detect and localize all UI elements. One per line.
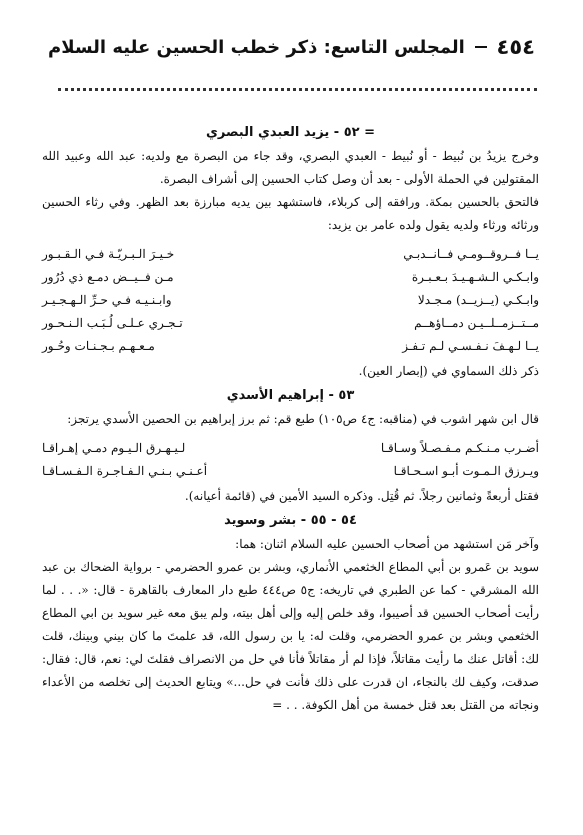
verse-first-hemistich: وابـكـي (يــزيــد) مـجـدلا: [417, 293, 539, 307]
verse-line: [42, 312, 539, 335]
paragraph: وآخر مَن استشهد من أصحاب الحسين عليه السلام اثنان: هما:: [235, 537, 539, 551]
verse-second-hemistich: وابـنـيـه فـي حـرِّ الـهـجـيـر: [42, 293, 172, 307]
verse-line: [42, 335, 539, 358]
section-heading-52: = ٥٢ - يزيد العبدي البصري: [205, 125, 375, 140]
paragraph: ذكر ذلك السماوي في (إبصار العين).: [358, 364, 539, 378]
verse-second-hemistich: مـن فــيــض دمـع ذي دُرُور: [42, 270, 174, 284]
verse-second-hemistich: خـيـرَ الـبـريّـة فـي الـقـبـور: [42, 247, 175, 261]
running-title: المجلس التاسع: ذكر خطب الحسين عليه السلام: [48, 36, 465, 58]
verse-second-hemistich: مـعـهـم بـجـنـات وحُـور: [42, 339, 155, 353]
dotted-separator: [58, 88, 537, 91]
verse-second-hemistich: تـجـري عـلـى لُـبَـب الـنـحـور: [42, 316, 183, 330]
poem: [42, 437, 539, 483]
poem: [42, 243, 539, 358]
verse-first-hemistich: ويـرزق الـمـوت أبـو اسـحـاقـا: [393, 464, 539, 478]
verse-second-hemistich: أعـنـي بـنـي الـفـاجـرة الـفـسـاقـا: [42, 464, 208, 478]
verse-line: [42, 266, 539, 289]
header-rule: [475, 46, 487, 48]
paragraph: فقتل أربعةً وثمانين رجلاً. ثم قُتِل. وذكره السيد الأمين في (قائمة أعيانه).: [184, 489, 539, 503]
verse-line: [42, 289, 539, 312]
page-number: ٤٥٤: [496, 35, 535, 59]
paragraph: وخرج يزيدُ بن نُبيط - أو نُبيط - العبدي البصري، وقد جاء من البصرة مع ولديه: عبد الله وعبيد الله المقتولين في الحملة الأولى - بعد أن وصل كتاب الحسين إلى أشراف البصرة.: [42, 149, 540, 186]
section-heading-53: ٥٣ - إبراهيم الأسدي: [226, 388, 355, 403]
paragraph: قال ابن شهر اشوب في (مناقبه: ج٤ ص١٠٥) طبع قم: ثم برز إبراهيم بن الحصين الأسدي يرتجز:: [67, 412, 539, 426]
verse-line: [42, 437, 539, 460]
verse-first-hemistich: يــا فــروقــومـي فــانــدبـي: [403, 247, 539, 261]
section-heading-54: ٥٤ - ٥٥ - بشر وسويد: [224, 513, 357, 528]
verse-line: [42, 243, 539, 266]
verse-first-hemistich: مــتــزمــلــيـن دمــاؤهــم: [414, 316, 539, 330]
paragraph: سويد بن عَمرو بن أبي المطاع الخثعمي الأنماري، وبشر بن عمرو الحضرمي - برواية الضحاك بن عبد الله المشرقي - كما عن الطبري في تاريخه: ج٥ ص٤٤٤ طبع دار المعارف بالقاهرة - قال: «. . . لما رأيت أصحاب الحسين قد أصيبوا، وقد خلص إليه وإلى أهل بيته، ولم يبق معه غير سويد بن ابي المطاع الخثعمي وبشر بن عمرو الحضرمي، وقلت له: يا بن رسول الله، قد علمتَ ما كان بيني وبينك، قلت لك: أقاتل عنك ما رأيت مقاتلاً، فإذا لم أر مقاتلاً فأنا في حل من الانصراف فقلتَ لي: نعم، قال: فقال: صدقت، وكيف لك بالنجاء، ان قدرت على ذلك فأنت في حل...» ويتابع الحديث إلى تخلصه من الأعداء ونجاته من القتل بعد قتل خمسة من أهل الكوفة. . . =: [42, 560, 540, 712]
verse-second-hemistich: لـيـهـرق الـيـوم دمـي إهـراقـا: [42, 441, 186, 455]
paragraph: فالتحق بالحسين بمكة. ورافقه إلى كربلاء، فاستشهد بين يديه مبارزة بعد الظهر. وفي رثاء الحسين ورثائه ورثاء ولديه يقول ولده عامر بن يزيد:: [42, 195, 539, 232]
verse-first-hemistich: يــا لـهـفَ نـفـسـي لـم تـفـز: [402, 339, 539, 353]
page-body: [42, 120, 539, 717]
verse-first-hemistich: أضـرب مـنـكـم مـفـصـلاً وسـاقـا: [380, 441, 539, 455]
verse-line: [42, 460, 539, 483]
page-header: [48, 32, 535, 62]
verse-first-hemistich: وابـكـي الـشـهـيـدَ بـعـبـرة: [411, 270, 539, 284]
